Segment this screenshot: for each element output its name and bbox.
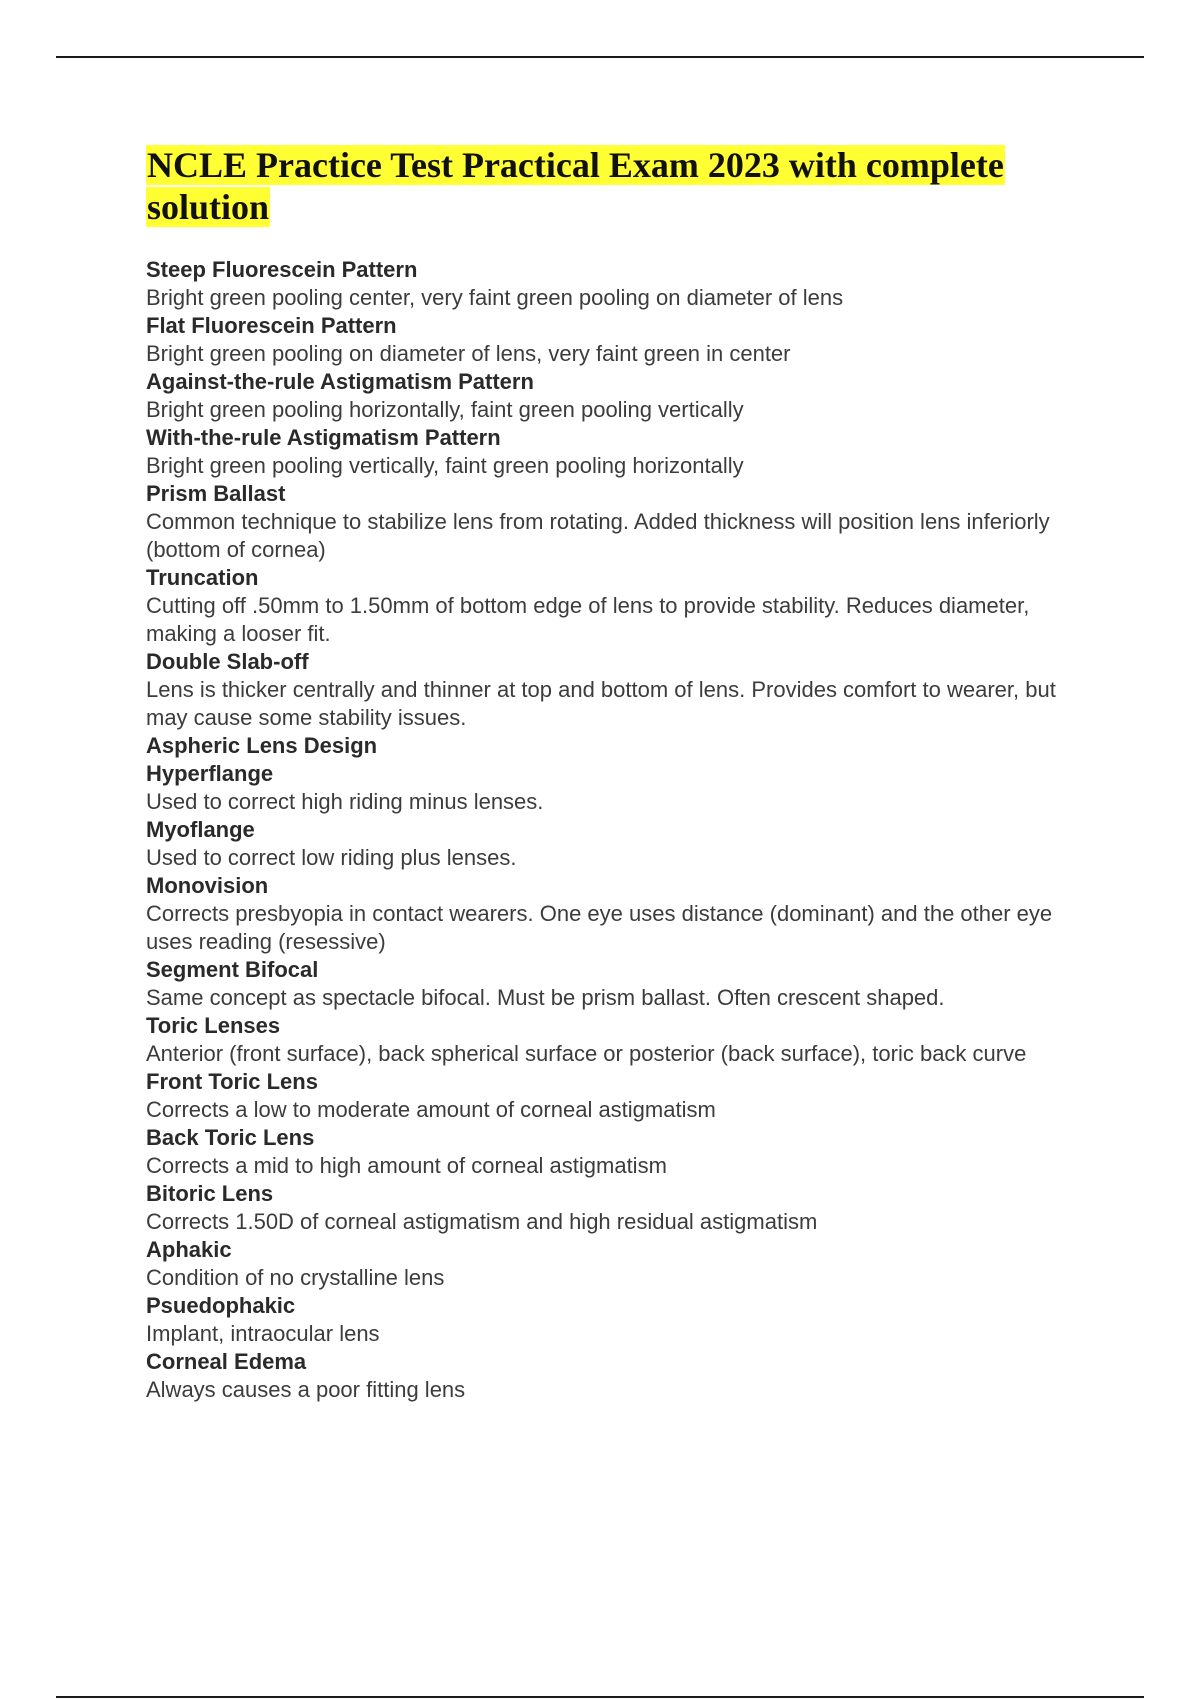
definition: Always causes a poor fitting lens bbox=[146, 1377, 466, 1402]
list-item bbox=[146, 760, 1066, 816]
definition: Corrects a low to moderate amount of corneal astigmatism bbox=[146, 1097, 716, 1122]
list-item bbox=[146, 1292, 1066, 1348]
list-item bbox=[146, 1348, 1066, 1404]
definition: Corrects a mid to high amount of corneal astigmatism bbox=[146, 1153, 667, 1178]
footer-rule bbox=[56, 1696, 1144, 1698]
list-item bbox=[146, 956, 1066, 1012]
term: Flat Fluorescein Pattern bbox=[146, 313, 397, 338]
definition: Bright green pooling vertically, faint green pooling horizontally bbox=[146, 453, 744, 478]
term: Hyperflange bbox=[146, 761, 274, 786]
document-title bbox=[146, 144, 1066, 228]
list-item bbox=[146, 1068, 1066, 1124]
term: Psuedophakic bbox=[146, 1293, 296, 1318]
list-item bbox=[146, 256, 1066, 312]
definition: Implant, intraocular lens bbox=[146, 1321, 380, 1346]
document-title-highlight: NCLE Practice Test Practical Exam 2023 with complete solution bbox=[147, 145, 1004, 227]
list-item bbox=[146, 1180, 1066, 1236]
definition: Anterior (front surface), back spherical surface or posterior (back surface), toric back curve bbox=[146, 1041, 1027, 1066]
term: Prism Ballast bbox=[146, 481, 286, 506]
definition: Bright green pooling center, very faint green pooling on diameter of lens bbox=[146, 285, 844, 310]
term: Aphakic bbox=[146, 1237, 232, 1262]
term: Myoflange bbox=[146, 817, 255, 842]
list-item bbox=[146, 312, 1066, 368]
list-item bbox=[146, 732, 1066, 760]
header-rule bbox=[56, 56, 1144, 58]
term-definition-list bbox=[146, 256, 1066, 1404]
term: Aspheric Lens Design bbox=[146, 733, 378, 758]
term: Corneal Edema bbox=[146, 1349, 307, 1374]
term: With-the-rule Astigmatism Pattern bbox=[146, 425, 501, 450]
list-item bbox=[146, 648, 1066, 732]
term: Back Toric Lens bbox=[146, 1125, 315, 1150]
definition: Common technique to stabilize lens from rotating. Added thickness will position lens inferiorly (bottom of cornea) bbox=[146, 509, 1050, 562]
list-item bbox=[146, 816, 1066, 872]
definition: Used to correct low riding plus lenses. bbox=[146, 845, 517, 870]
definition: Condition of no crystalline lens bbox=[146, 1265, 445, 1290]
list-item bbox=[146, 1012, 1066, 1068]
list-item bbox=[146, 480, 1066, 564]
definition: Corrects 1.50D of corneal astigmatism and high residual astigmatism bbox=[146, 1209, 818, 1234]
term: Toric Lenses bbox=[146, 1013, 281, 1038]
definition: Used to correct high riding minus lenses. bbox=[146, 789, 544, 814]
term: Steep Fluorescein Pattern bbox=[146, 257, 418, 282]
term: Front Toric Lens bbox=[146, 1069, 318, 1094]
term: Monovision bbox=[146, 873, 269, 898]
definition: Bright green pooling on diameter of lens, very faint green in center bbox=[146, 341, 791, 366]
term: Segment Bifocal bbox=[146, 957, 319, 982]
term: Truncation bbox=[146, 565, 259, 590]
definition: Same concept as spectacle bifocal. Must be prism ballast. Often crescent shaped. bbox=[146, 985, 945, 1010]
definition: Bright green pooling horizontally, faint green pooling vertically bbox=[146, 397, 744, 422]
list-item bbox=[146, 424, 1066, 480]
term: Bitoric Lens bbox=[146, 1181, 274, 1206]
definition: Lens is thicker centrally and thinner at top and bottom of lens. Provides comfort to wearer, but may cause some stability issues. bbox=[146, 677, 1056, 730]
term: Double Slab-off bbox=[146, 649, 309, 674]
list-item bbox=[146, 368, 1066, 424]
list-item bbox=[146, 1236, 1066, 1292]
document-content bbox=[146, 144, 1066, 1404]
list-item bbox=[146, 872, 1066, 956]
list-item bbox=[146, 1124, 1066, 1180]
list-item bbox=[146, 564, 1066, 648]
definition: Corrects presbyopia in contact wearers. One eye uses distance (dominant) and the other eye uses reading (resessive) bbox=[146, 901, 1053, 954]
term: Against-the-rule Astigmatism Pattern bbox=[146, 369, 534, 394]
definition: Cutting off .50mm to 1.50mm of bottom edge of lens to provide stability. Reduces diameter, making a looser fit. bbox=[146, 593, 1030, 646]
